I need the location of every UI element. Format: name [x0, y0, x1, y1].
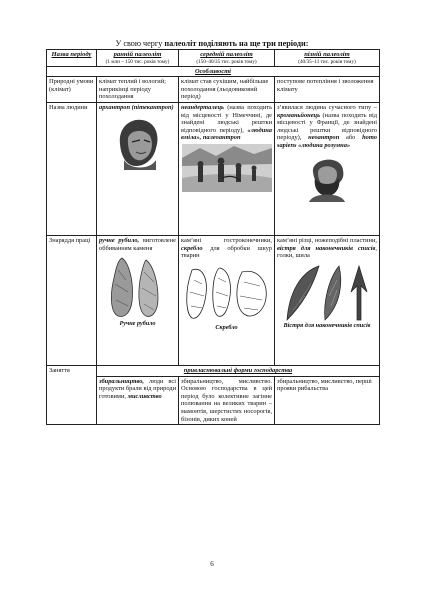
neanderthal-scene-illustration — [182, 144, 272, 192]
people-late-text: з’явилася людина сучасного типу – кроманьйонець (назва походить від місцевості у Франції, де знайдені людські рештки відповідного періоду), неоантроп або homo sapiens «людина розумна» — [277, 103, 377, 149]
occupation-row — [47, 376, 380, 425]
occupation-late: збиральництво, мисливство, перші прояви рибальства — [275, 376, 380, 425]
header-late — [275, 50, 380, 67]
spear-points-caption: Вістря для наконечників списів — [283, 321, 371, 329]
cro-magnon-illustration — [305, 152, 349, 202]
header-early-title: ранній палеоліт — [113, 51, 162, 58]
tools-early-text: ручне рубило, виготовлене оббиванням каменя — [99, 236, 176, 252]
header-late-sub: (40/35–11 тис. років тому) — [298, 58, 356, 65]
header-late-title: пізній палеоліт — [304, 51, 350, 58]
occupation-span: привласнювальні форми господарства — [97, 365, 380, 376]
header-row — [47, 50, 380, 67]
occupation-middle: збиральництво, мисливство. Основою господарства в цей період було колективне загінне полювання на великих тварин – мамонтів, шерстистих носорогів, бізонів, диких коней — [179, 376, 275, 425]
header-name — [47, 50, 97, 67]
features-label: Особливості — [47, 66, 380, 77]
tools-late-text: кам’яні різці, ножеподібні пластини, вістря для наконечників списів, голки, шила — [277, 236, 377, 260]
tools-late — [275, 235, 380, 365]
page-number: 6 — [210, 560, 214, 568]
people-label: Назва людини — [47, 102, 97, 235]
intro-sentence — [0, 39, 424, 49]
header-middle-sub: (150–40/35 тис. років тому) — [196, 58, 257, 65]
climate-label: Природні умови (клімат) — [47, 77, 97, 103]
climate-early: клімат теплий і вологий; наприкінці періоду похолодання — [97, 77, 179, 103]
intro-lead: У свою чергу — [115, 39, 165, 48]
people-middle — [179, 102, 275, 235]
tools-row — [47, 235, 380, 365]
tools-middle-text: кам’яні гостроконечники, скребло для обробки шкур тварин — [181, 236, 272, 260]
climate-late: поступове потепління і зволоження клімату — [275, 77, 380, 103]
scraper-illustration — [182, 262, 272, 324]
header-middle — [179, 50, 275, 67]
occupation-early: збиральництво, люди всі продукти брали від природи готовими, мисливство — [97, 376, 179, 425]
occupation-label: Заняття — [47, 365, 97, 424]
tools-middle — [179, 235, 275, 365]
people-early — [97, 102, 179, 235]
climate-middle: клімат став сухішим, найбільше похолодання (льодовиковий період) — [179, 77, 275, 103]
archanthropus-illustration — [110, 114, 166, 170]
header-early-sub: (1 млн – 150 тис. років тому) — [105, 58, 170, 65]
tools-early — [97, 235, 179, 365]
hand-axe-caption: Ручне рубило — [119, 320, 156, 328]
people-late — [275, 102, 380, 235]
header-middle-title: середній палеоліт — [200, 51, 253, 58]
intro-bold: палеоліт поділяють на ще три періоди: — [164, 39, 309, 48]
climate-row — [47, 77, 380, 103]
people-row — [47, 102, 380, 235]
tools-label: Знаряддя праці — [47, 235, 97, 365]
header-early — [97, 50, 179, 67]
occupation-span-row — [47, 365, 380, 376]
hand-axe-illustration — [106, 254, 170, 320]
features-row — [47, 66, 380, 77]
people-middle-text: неандерталець (назва походить від місцевості у Німеччині, де знайдені людські рештки відповідного періоду), «людина вміла», палеоантроп — [181, 103, 272, 142]
header-name-label: Назва періоду — [51, 51, 92, 58]
paleolithic-table — [46, 49, 380, 425]
people-early-name: архантроп (пітекантроп) — [99, 103, 174, 111]
scraper-caption: Скребло — [215, 323, 238, 331]
spear-points-illustration — [279, 262, 375, 322]
